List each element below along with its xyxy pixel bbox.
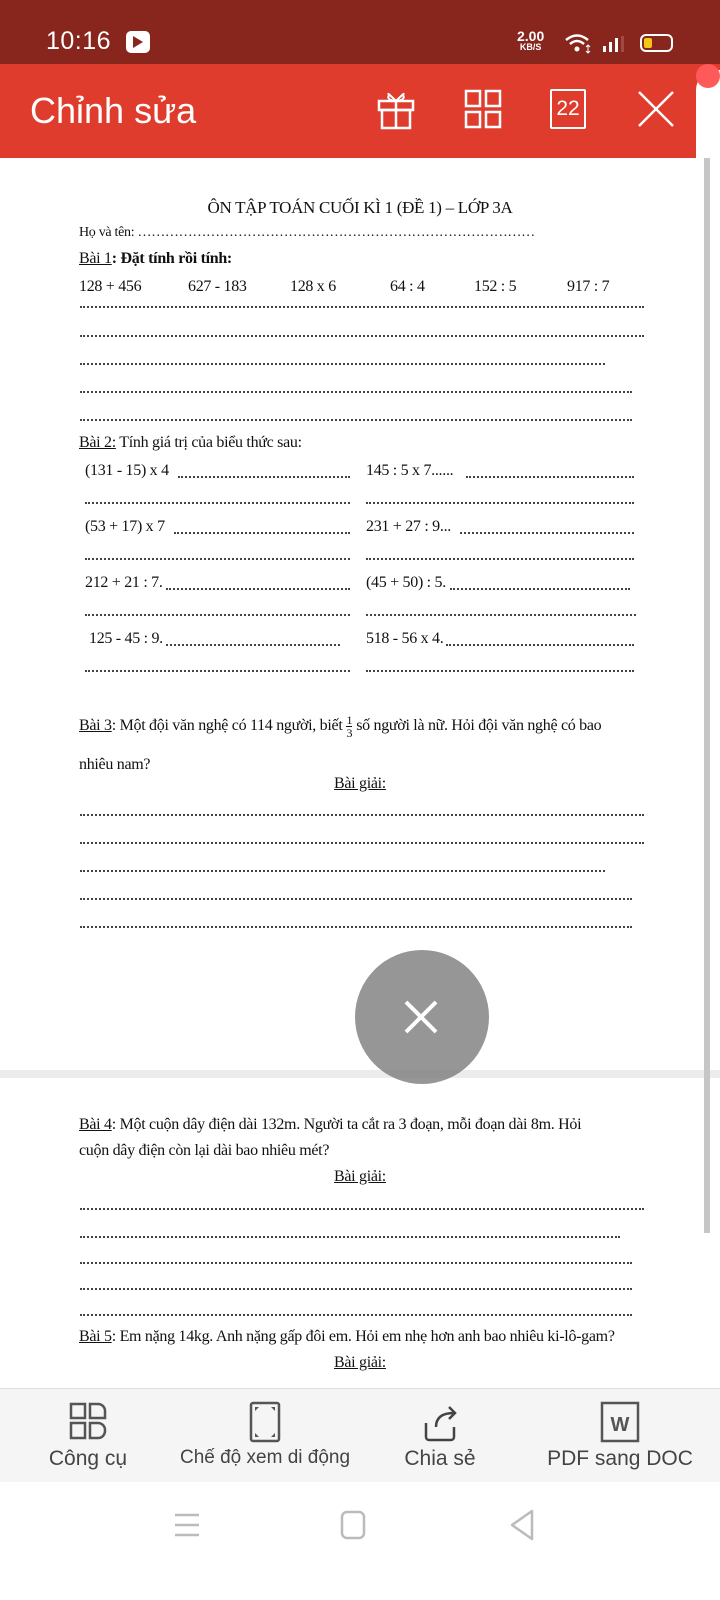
bai4-label: Bài 4 — [79, 1116, 112, 1133]
share-button[interactable] — [380, 1389, 500, 1483]
bai2-expression: (45 + 50) : 5. — [366, 574, 446, 591]
mobile-view-label: Chế độ xem di động — [179, 1447, 351, 1468]
mobile-view-icon — [249, 1401, 281, 1443]
close-icon — [403, 999, 439, 1035]
notification-dot — [696, 64, 720, 88]
answer-line — [85, 670, 350, 672]
app-toolbar — [0, 64, 720, 158]
bottom-action-bar — [0, 1388, 720, 1482]
bai3-text-line2: nhiêu nam? — [79, 756, 151, 773]
fraction-one-third: $\frac{1}{3}$ — [346, 713, 353, 740]
answer-line — [80, 306, 644, 308]
gift-icon — [376, 89, 416, 131]
answer-line — [178, 476, 350, 478]
tools-label: Công cụ — [48, 1447, 128, 1470]
menu-nav-icon[interactable] — [174, 1512, 200, 1538]
bai2-expression: 518 - 56 x 4. — [366, 630, 444, 647]
answer-line — [80, 363, 605, 365]
pdf-document-view[interactable] — [0, 158, 720, 1388]
answer-line — [80, 335, 644, 337]
bai1-heading — [79, 250, 232, 268]
bai3-text: Bài 3: Một đội văn nghệ có 114 người, biết $\frac{1}{3}$ số người là nữ. Hỏi đội văn nghệ có bao — [79, 713, 602, 740]
bai2-expression: (131 - 15) x 4 — [85, 462, 169, 479]
answer-line — [80, 926, 632, 928]
answer-line — [80, 1208, 644, 1210]
answer-line — [466, 476, 634, 478]
bai2-expression: 212 + 21 : 7. — [85, 574, 163, 591]
back-nav-icon[interactable] — [508, 1508, 536, 1542]
floating-close-button[interactable] — [355, 950, 489, 1084]
answer-line — [80, 870, 605, 872]
answer-line — [85, 558, 350, 560]
answer-line — [80, 419, 632, 421]
bai1-problem: 128 + 456 — [79, 278, 142, 295]
bai1-problem: 152 : 5 — [474, 278, 517, 295]
battery-icon — [640, 34, 673, 52]
bai4-text-line2: cuộn dây điện còn lại dài bao nhiêu mét? — [79, 1142, 330, 1159]
answer-line — [166, 644, 340, 646]
toolbar-title: Chỉnh sửa — [30, 90, 197, 131]
answer-line — [80, 1262, 632, 1264]
bai1-problem: 917 : 7 — [567, 278, 610, 295]
bai5-text: Bài 5: Em nặng 14kg. Anh nặng gấp đôi em. Hỏi em nhẹ hơn anh bao nhiêu ki-lô-gam? — [79, 1328, 615, 1345]
wifi-icon — [564, 32, 592, 54]
word-doc-icon — [600, 1401, 640, 1443]
answer-line — [85, 614, 350, 616]
status-time: 10:16 — [46, 27, 112, 55]
gift-button[interactable] — [376, 89, 420, 133]
bai2-heading — [79, 434, 302, 452]
video-app-icon — [126, 31, 150, 53]
answer-line — [80, 391, 632, 393]
battery-level — [644, 38, 652, 48]
answer-line — [460, 532, 634, 534]
bai2-label: Bài 2: — [79, 434, 116, 451]
svg-text:W: W — [610, 1414, 630, 1436]
page-separator — [0, 1070, 720, 1078]
scrollbar[interactable] — [704, 158, 710, 1233]
close-button[interactable] — [636, 89, 680, 133]
bai2-expression: 125 - 45 : 9. — [89, 630, 163, 647]
signal-icon — [603, 36, 627, 52]
bai2-expression: (53 + 17) x 7 — [85, 518, 165, 535]
grid-view-button[interactable] — [464, 89, 508, 133]
grid-icon — [464, 89, 504, 129]
page-count-button[interactable] — [550, 89, 594, 133]
answer-line — [166, 588, 350, 590]
bai1-label: Bài 1 — [79, 250, 112, 267]
bai1-problem: 64 : 4 — [390, 278, 425, 295]
answer-line — [450, 588, 630, 590]
bai4-solution-label: Bài giải: — [334, 1168, 386, 1185]
answer-line — [80, 898, 632, 900]
status-bar — [0, 0, 720, 64]
home-nav-icon[interactable] — [340, 1510, 366, 1540]
answer-line — [80, 1314, 632, 1316]
bai1-problem: 128 x 6 — [290, 278, 336, 295]
system-nav-bar — [0, 1482, 720, 1600]
bai1-instruction: : Đặt tính rồi tính: — [111, 250, 232, 267]
answer-line — [366, 670, 634, 672]
pdf-to-doc-button[interactable] — [540, 1389, 700, 1483]
mobile-view-button[interactable] — [170, 1389, 360, 1483]
answer-line — [366, 614, 636, 616]
bai2-expression: 145 : 5 x 7...... — [366, 462, 454, 479]
bai4-text: Bài 4: Một cuộn dây điện dài 132m. Người ta cắt ra 3 đoạn, mỗi đoạn dài 8m. Hỏi — [79, 1116, 582, 1133]
answer-line — [366, 558, 634, 560]
answer-line — [80, 814, 644, 816]
share-icon — [418, 1401, 462, 1443]
bai3-solution-label: Bài giải: — [334, 775, 386, 792]
network-speed: 2.00 KB/S — [517, 28, 545, 52]
answer-line — [85, 502, 350, 504]
bai5-label: Bài 5 — [79, 1328, 112, 1345]
tools-button[interactable] — [28, 1389, 148, 1483]
answer-line — [80, 1236, 620, 1238]
bai5-solution-label: Bài giải: — [334, 1354, 386, 1371]
name-field-label: Họ và tên: …………………………………………………………………………… — [79, 225, 535, 240]
page-count-icon: 22 — [550, 89, 586, 129]
answer-line — [80, 1288, 632, 1290]
doc-title: ÔN TẬP TOÁN CUỐI KÌ 1 (ĐỀ 1) – LỚP 3A — [207, 198, 513, 217]
tools-icon — [68, 1401, 108, 1441]
bai2-instruction: Tính giá trị của biểu thức sau: — [115, 434, 302, 451]
bai1-problem: 627 - 183 — [188, 278, 247, 295]
answer-line — [174, 532, 350, 534]
answer-line — [80, 842, 644, 844]
close-icon — [636, 89, 676, 129]
answer-line — [366, 502, 634, 504]
bai3-label: Bài 3 — [79, 717, 112, 735]
bai2-expression: 231 + 27 : 9... — [366, 518, 451, 535]
answer-line — [446, 644, 634, 646]
pdf-to-doc-label: PDF sang DOC — [547, 1447, 693, 1470]
share-label: Chia sẻ — [404, 1447, 476, 1470]
